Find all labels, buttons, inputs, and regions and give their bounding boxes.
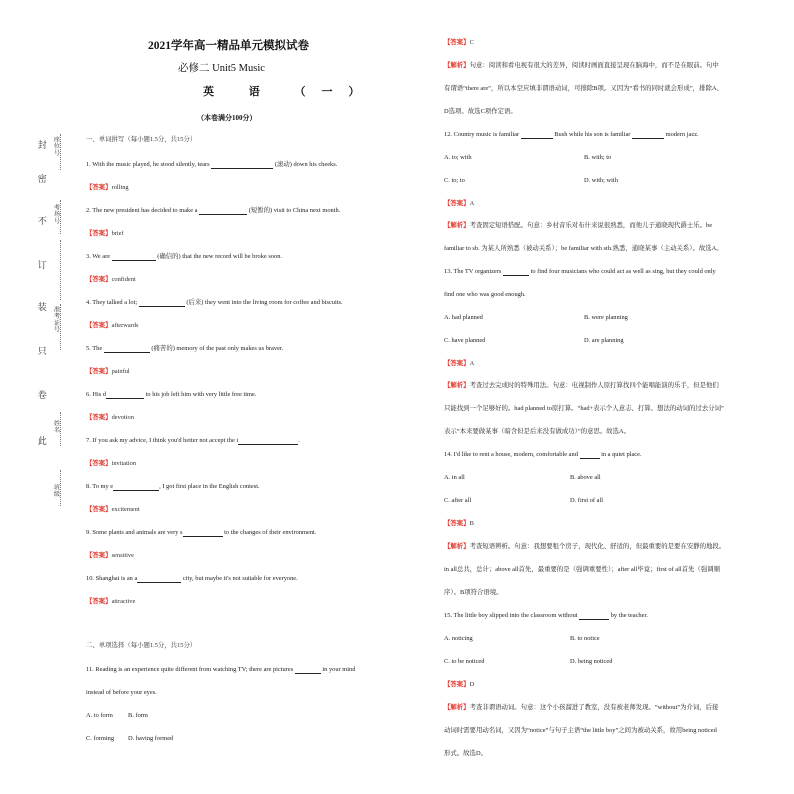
question-4 [86, 299, 343, 307]
answer-7 [86, 460, 136, 468]
answer-label: 【答案】 [444, 520, 470, 527]
exam-room-label: 考场号 [52, 204, 60, 225]
class-line [60, 470, 61, 506]
question-13-blank [503, 269, 529, 276]
seat-number-label: 座位号 [52, 136, 60, 157]
explanation-label: 【解析】 [444, 543, 470, 550]
question-13-text: 13. The TV organizers [444, 268, 503, 275]
question-4-text: 4. They talked a lot; [86, 299, 139, 306]
class-label: 班级 [52, 484, 60, 498]
question-8 [86, 483, 260, 491]
question-14 [444, 451, 642, 459]
question-10-text-end: city, but maybe it's not suitable for everyone. [181, 575, 298, 582]
question-2-text-end: (短暂的) visit to China next month. [247, 207, 341, 214]
answer-6-value: devotion [111, 414, 134, 421]
question-8-blank [113, 484, 159, 491]
question-15-text: 15. The little boy slipped into the classroom without [444, 612, 580, 619]
question-6 [86, 391, 256, 399]
answer-11-value: C [469, 39, 474, 46]
question-3 [86, 253, 282, 261]
answer-13 [444, 360, 474, 368]
binding-char-this: 此 [36, 436, 47, 446]
explanation-12-line1 [444, 222, 712, 230]
question-12-text-end: modern jazz. [664, 131, 699, 138]
question-10-text: 10. Shanghai is an a [86, 575, 138, 582]
binding-char-load: 装 [36, 302, 47, 312]
answer-1-value: rolling [111, 184, 129, 191]
explanation-label: 【解析】 [444, 382, 470, 389]
answer-10 [86, 598, 135, 606]
answer-12 [444, 200, 474, 208]
score-note: （本卷满分100分） [197, 114, 257, 122]
explanation-11-line2: 有谓语“there are”，所以本空应填非谓语动词，可排除B项。又因为“看书的同时就会形成”，排除A、 [444, 85, 723, 92]
explanation-14-line3: 序）。B项符合语境。 [444, 589, 503, 596]
question-2-text: 2. The new president has decided to make a [86, 207, 200, 214]
question-11-text: 11. Reading is an experience quite different from watching TV; there are pictures [86, 666, 295, 673]
explanation-15-text1: 考查非谓语动词。句意：这个小孩溜进了教室，没有被老师发现。“without”为介词，后接 [469, 704, 719, 711]
answer-2 [86, 230, 124, 238]
question-3-text-end: (确信的) that the new record will be broke soon. [155, 253, 282, 260]
question-11-option-c: C. forming [86, 735, 115, 742]
exam-subject: 英 语 （一） [203, 86, 376, 98]
question-5-text-end: (痛苦的) memory of the past only makes us braver. [149, 345, 284, 352]
answer-label: 【答案】 [86, 322, 112, 329]
question-13-line2: find one who was good enough. [444, 291, 526, 298]
question-13-option-a: A. had planned [444, 314, 483, 321]
answer-15 [444, 681, 474, 689]
question-15-option-a: A. noticing [444, 635, 473, 642]
question-13-text-end: to find four musicians who could act as well as sing, but they could only [529, 268, 716, 275]
question-11-option-a: A. to form [86, 712, 113, 719]
answer-label: 【答案】 [86, 276, 112, 283]
question-5 [86, 345, 283, 353]
question-12-blank2 [632, 132, 664, 139]
question-2 [86, 207, 340, 215]
question-13-option-b: B. were planning [584, 314, 628, 321]
question-15 [444, 612, 648, 620]
binding-char-bind: 订 [36, 260, 47, 270]
question-8-text: 8. To my e [86, 483, 114, 490]
answer-label: 【答案】 [86, 506, 112, 513]
answer-label: 【答案】 [86, 368, 112, 375]
name-label: 姓名 [52, 420, 60, 434]
answer-label: 【答案】 [86, 552, 112, 559]
explanation-13-line1 [444, 382, 719, 390]
question-13-option-c: C. have planned [444, 337, 486, 344]
question-13-option-d: D. are planning [584, 337, 624, 344]
question-1-blank [211, 162, 273, 169]
answer-label: 【答案】 [444, 681, 470, 688]
explanation-14-line1 [444, 543, 725, 551]
answer-label: 【答案】 [444, 200, 470, 207]
binding-char-seal: 封 [36, 140, 47, 150]
binding-char-seal2: 密 [36, 174, 47, 184]
question-4-blank [139, 300, 185, 307]
answer-8 [86, 506, 140, 514]
answer-13-value: A [469, 360, 475, 367]
question-1 [86, 161, 337, 169]
question-7-text: 7. If you ask my advice, I think you'd better not accept the i [86, 437, 239, 444]
question-7 [86, 437, 300, 445]
explanation-11-line1 [444, 62, 719, 70]
question-14-option-d: D. first of all [570, 497, 604, 504]
exam-subtitle: 必修二 Unit5 Music [178, 63, 265, 74]
question-14-option-a: A. in all [444, 474, 465, 481]
question-12-text-mid: Bush while his son is familiar [552, 131, 633, 138]
explanation-12-text1: 考查固定短语搭配。句意：乡村音乐对布什来说很熟悉，而他儿子通晓现代爵士乐。be [469, 222, 713, 229]
explanation-12-line2: familiar to sb. 为某人所熟悉（被动关系）；be familiar with sth.熟悉，通晓某事（主动关系）。故选A。 [444, 245, 723, 252]
exam-room-line [60, 200, 61, 234]
explanation-13-text1: 考查过去完成时的特殊用法。句意：电视制作人原打算找四个能唱能演的乐手，但是他们 [469, 382, 719, 389]
question-15-text-end: by the teacher. [609, 612, 648, 619]
question-5-blank [104, 346, 150, 353]
question-3-blank [112, 254, 156, 261]
question-14-text: 14. I'd like to rent a house, modern, comfortable and [444, 451, 580, 458]
question-13 [444, 268, 716, 276]
question-11-option-b: B. form [128, 712, 148, 719]
question-14-option-c: C. after all [444, 497, 472, 504]
explanation-11-text1: 句意：阅读和看电视有很大的差异，阅读时画面直接呈现在脑海中，而不是在眼前。句中 [469, 62, 719, 69]
question-14-option-b: B. above all [570, 474, 601, 481]
question-3-text: 3. We are [86, 253, 112, 260]
question-11-option-d: D. having formed [128, 735, 174, 742]
explanation-15-line3: 形式。故选D。 [444, 750, 487, 757]
question-12-option-a: A. to; with [444, 154, 472, 161]
answer-9 [86, 552, 134, 560]
question-2-blank [199, 208, 247, 215]
binding-char-roll: 卷 [36, 390, 47, 400]
answer-1 [86, 184, 129, 192]
answer-label: 【答案】 [444, 360, 470, 367]
question-6-text-end: to his job left him with very little free time. [144, 391, 257, 398]
answer-4 [86, 322, 139, 330]
answer-15-value: D [469, 681, 475, 688]
answer-5-value: painful [111, 368, 130, 375]
question-11-line2: instead of before your eyes. [86, 689, 157, 696]
answer-label: 【答案】 [86, 184, 112, 191]
question-12-option-d: D. with; with [584, 177, 618, 184]
question-14-text-end: in a quiet place. [599, 451, 642, 458]
question-11-blank [295, 667, 321, 674]
question-4-text-end: (后来) they went into the living room for coffee and biscuits. [184, 299, 343, 306]
question-8-text-end: , I got first place in the English contest. [159, 483, 260, 490]
question-6-text: 6. His d [86, 391, 107, 398]
question-15-option-c: C. to be noticed [444, 658, 485, 665]
answer-label: 【答案】 [86, 598, 112, 605]
question-12-blank1 [521, 132, 553, 139]
exam-title: 2021学年高一精品单元模拟试卷 [148, 40, 309, 52]
explanation-label: 【解析】 [444, 704, 470, 711]
explanation-15-line1 [444, 704, 718, 712]
answer-3 [86, 276, 136, 284]
explanation-14-text1: 考查短语辨析。句意：我想要租个房子，现代化、舒适的，但最重要的是要在安静的地段。 [469, 543, 726, 550]
answer-14 [444, 520, 474, 528]
question-9 [86, 529, 316, 537]
question-12-option-c: C. to; to [444, 177, 465, 184]
ticket-number-line [60, 304, 61, 350]
explanation-13-line3: 表示“本来要做某事（暗含但是后来没有做成功）”的意思。故选A。 [444, 428, 631, 435]
question-10-blank [137, 576, 181, 583]
question-15-option-b: B. to notice [570, 635, 600, 642]
answer-7-value: invitation [111, 460, 137, 467]
binding-line [60, 240, 61, 300]
section2-heading: 二、单项选择（每小题1.5分，共15分） [86, 642, 197, 649]
answer-label: 【答案】 [86, 414, 112, 421]
question-15-blank [579, 613, 609, 620]
question-10 [86, 575, 298, 583]
explanation-11-line3: D选项。故选C项作定语。 [444, 108, 517, 115]
seat-number-line [60, 134, 61, 170]
question-11 [86, 666, 355, 674]
ticket-number-label: 准考证号 [52, 306, 60, 333]
question-6-blank [106, 392, 144, 399]
answer-label: 【答案】 [86, 460, 112, 467]
question-14-blank [580, 452, 600, 459]
answer-10-value: attractive [111, 598, 136, 605]
explanation-label: 【解析】 [444, 62, 470, 69]
answer-8-value: excitement [111, 506, 140, 513]
answer-14-value: B [469, 520, 474, 527]
answer-6 [86, 414, 134, 422]
question-9-text: 9. Some plants and animals are very s [86, 529, 183, 536]
answer-2-value: brief [111, 230, 124, 237]
binding-char-not: 不 [36, 216, 47, 226]
question-1-text: 1. With the music played, he stood silently, tears [86, 161, 212, 168]
question-1-text-end: (滚动) down his cheeks. [273, 161, 338, 168]
question-9-text-end: to the changes of their environment. [222, 529, 317, 536]
explanation-14-line2: in all总共，总计；above all首先，最重要的是（强调重要性）；after all毕竟；first of all首先（强调顺 [444, 566, 720, 573]
answer-12-value: A [469, 200, 475, 207]
question-7-blank [238, 438, 298, 445]
explanation-13-line2: 只能找到一个足够好的。had planned to原打算。“had+表示个人意志、打算、想法的动词的过去分词” [444, 405, 724, 412]
answer-11 [444, 39, 474, 47]
answer-3-value: confident [111, 276, 136, 283]
question-12-text: 12. Country music is familiar [444, 131, 521, 138]
section1-heading: 一、单词拼写（每小题1.5分，共15分） [86, 136, 197, 143]
question-15-option-d: D. being noticed [570, 658, 613, 665]
question-9-blank [183, 530, 223, 537]
question-5-text: 5. The [86, 345, 104, 352]
answer-4-value: afterwards [111, 322, 139, 329]
answer-label: 【答案】 [444, 39, 470, 46]
binding-char-only: 只 [36, 346, 47, 356]
answer-label: 【答案】 [86, 230, 112, 237]
question-12-option-b: B. with; to [584, 154, 612, 161]
question-7-text-end: . [298, 437, 300, 444]
explanation-15-line2: 动词时需要用动名词，又因为“notice”与句子主语“the little boy”之间为被动关系，故用being noticed [444, 727, 717, 734]
name-line [60, 412, 61, 446]
explanation-label: 【解析】 [444, 222, 470, 229]
question-12 [444, 131, 699, 139]
answer-9-value: sensitive [111, 552, 134, 559]
answer-5 [86, 368, 130, 376]
question-11-text-end: in your mind [320, 666, 356, 673]
